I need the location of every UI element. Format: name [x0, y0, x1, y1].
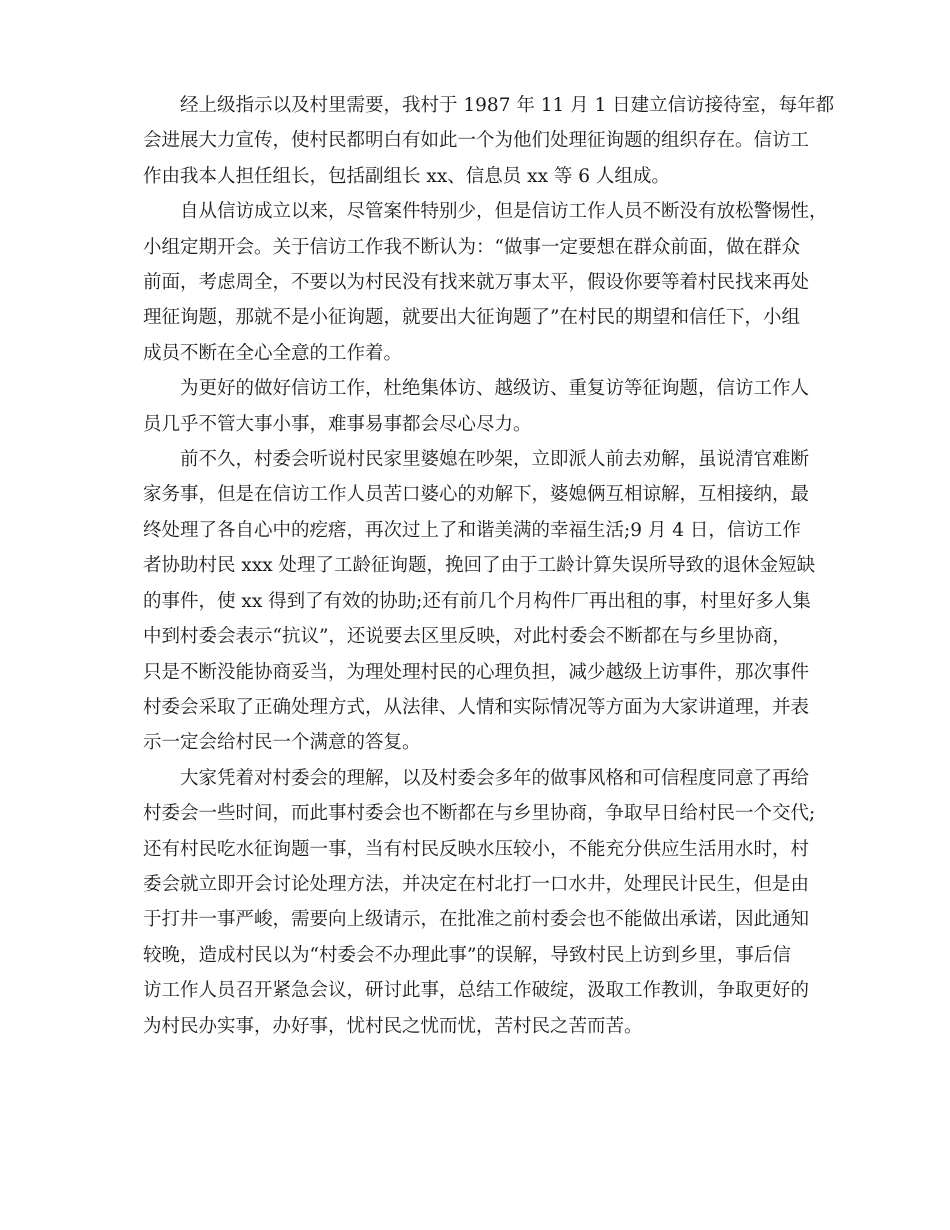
text-line: 员几乎不管大事小事，难事易事都会尽心尽力。 [143, 413, 532, 435]
text-line: 家务事，但是在信访工作人员苦口婆心的劝解下，婆媳俩互相谅解，互相接纳，最 [143, 484, 810, 506]
paragraph-3 [143, 371, 827, 442]
text-line: 理征询题，那就不是小征询题，就要出大征询题了”在村民的期望和信任下，小组 [143, 307, 800, 329]
text-line: 为更好的做好信访工作，杜绝集体访、越级访、重复访等征询题，信访工作人 [180, 378, 810, 400]
text-line: 者协助村民 xxx 处理了工龄征询题，挽回了由于工龄计算失误所导致的退休金短缺 [143, 555, 816, 577]
text-line: 委会就立即开会讨论处理方法，并决定在村北打一口水井，处理民计民生，但是由 [143, 873, 810, 895]
paragraph-4 [143, 442, 827, 761]
text-line: 的事件，使 xx 得到了有效的协助;还有前几个月构件厂再出租的事，村里好多人集 [143, 590, 811, 612]
text-line: 会进展大力宣传，使村民都明白有如此一个为他们处理征询题的组织存在。信访工 [143, 130, 810, 152]
text-line: 中到村委会表示“抗议”，还说要去区里反映，对此村委会不断都在与乡里协商， [143, 626, 791, 648]
text-line: 前不久，村委会听说村民家里婆媳在吵架，立即派人前去劝解，虽说清官难断 [180, 449, 810, 471]
text-line: 终处理了各自心中的疙瘩，再次过上了和谐美满的幸福生活;9 月 4 日，信访工作 [143, 519, 801, 541]
text-line: 小组定期开会。关于信访工作我不断认为：“做事一定要想在群众前面，做在群众 [143, 236, 800, 258]
text-line: 自从信访成立以来，尽管案件特别少，但是信访工作人员不断没有放松警惕性， [180, 201, 828, 223]
text-line: 村委会一些时间，而此事村委会也不断都在与乡里协商，争取早日给村民一个交代; [143, 803, 816, 825]
paragraph-1 [143, 88, 835, 194]
text-line: 还有村民吃水征询题一事，当有村民反映水压较小，不能充分供应生活用水时，村 [143, 838, 810, 860]
text-line: 前面，考虑周全，不要以为村民没有找来就万事太平，假设你要等着村民找来再处 [143, 272, 810, 294]
text-line: 只是不断没能协商妥当，为理处理村民的心理负担，减少越级上访事件，那次事件 [143, 661, 810, 683]
text-line: 访工作人员召开紧急会议，研讨此事，总结工作破绽，汲取工作教训，争取更好的 [143, 980, 810, 1002]
text-line: 作由我本人担任组长，包括副组长 xx、信息员 xx 等 6 人组成。 [143, 165, 670, 187]
text-line: 村委会采取了正确处理方式，从法律、人情和实际情况等方面为大家讲道理，并表 [143, 696, 810, 718]
text-line: 经上级指示以及村里需要，我村于 1987 年 11 月 1 日建立信访接待室，每年都 [180, 95, 835, 116]
text-line: 为村民办实事，办好事，忧村民之忧而忧，苦村民之苦而苦。 [143, 1015, 643, 1037]
paragraph-5 [143, 761, 827, 1044]
text-line: 较晚，造成村民以为“村委会不办理此事”的误解，导致村民上访到乡里，事后信 [143, 944, 791, 966]
text-line: 成员不断在全心全意的工作着。 [143, 342, 403, 364]
text-line: 大家凭着对村委会的理解，以及村委会多年的做事风格和可信程度同意了再给 [180, 767, 810, 789]
text-line: 于打井一事严峻，需要向上级请示，在批准之前村委会也不能做出承诺，因此通知 [143, 909, 810, 931]
paragraph-2 [143, 194, 827, 371]
document-body [143, 88, 835, 1044]
text-line: 示一定会给村民一个满意的答复。 [143, 732, 421, 754]
